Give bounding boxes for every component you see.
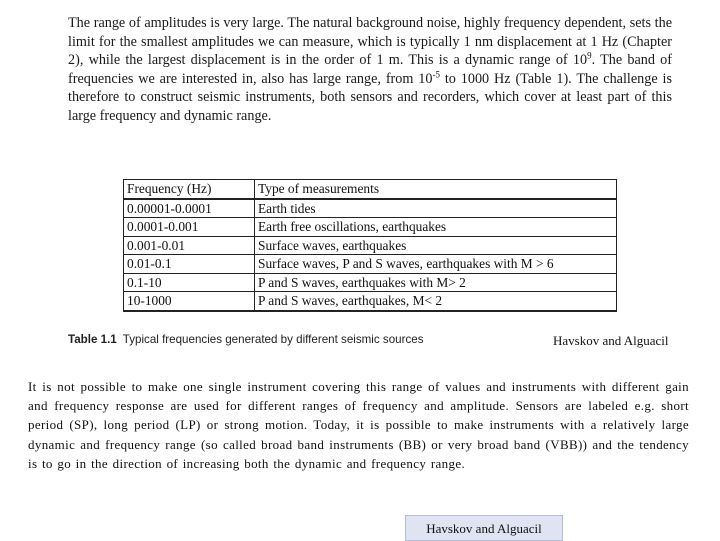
cell-measurement: P and S waves, earthquakes with M> 2 xyxy=(255,273,617,292)
table-row xyxy=(124,236,617,255)
exponent-9: 9 xyxy=(587,50,592,61)
header-frequency: Frequency (Hz) xyxy=(124,180,255,199)
intro-text-3: to 1000 Hz (Table 1). The challenge is therefore to construct seismic instruments, both sensors and recorders, which cover at least part of this large frequency and dynamic range. xyxy=(68,70,672,124)
cell-measurement: Surface waves, earthquakes xyxy=(255,236,617,255)
intro-paragraph xyxy=(68,14,672,125)
author-credit: Havskov and Alguacil xyxy=(553,333,669,348)
intro-text-1: The range of amplitudes is very large. The natural background noise, highly frequency dependent, sets the limit for the smallest amplitudes we can measure, which is typically 1 nm displacement at 1 Hz (Chapter 2), while the largest displacement is in the order of 1 m. This is a dynamic range of 10 xyxy=(68,15,672,68)
cell-frequency: 0.0001-0.001 xyxy=(124,218,255,237)
caption-text: Typical frequencies generated by different seismic sources xyxy=(122,333,424,346)
cell-frequency: 0.01-0.1 xyxy=(124,255,255,274)
cell-frequency: 0.00001-0.0001 xyxy=(124,199,255,218)
frequency-table xyxy=(123,179,617,312)
exponent-minus-5: -5 xyxy=(432,68,440,79)
intro-text-2: . The band of frequencies we are interested in, also has large range, from 10 xyxy=(68,52,673,87)
cell-measurement: P and S waves, earthquakes, M< 2 xyxy=(255,292,617,311)
cell-measurement: Surface waves, P and S waves, earthquakes with M > 6 xyxy=(255,255,617,274)
cell-frequency: 10-1000 xyxy=(124,292,255,311)
table-caption xyxy=(68,333,424,346)
body-paragraph: It is not possible to make one single instrument covering this range of values and instruments with different gain and frequency response are used for different ranges of frequency and amplitude. Sensors are labeled e.g. short period (SP), long period (LP) or strong motion. Today, it is possible to make instruments with a relatively large dynamic and frequency range (so called broad band instruments (BB) or very broad band (VBB)) and the tendency is to go in the direction of increasing both the dynamic and frequency range. xyxy=(28,379,689,471)
header-measurement-type: Type of measurements xyxy=(255,180,617,199)
caption-label: Table 1.1 xyxy=(68,333,117,346)
author-credit-box: Havskov and Alguacil xyxy=(405,515,563,541)
cell-frequency: 0.1-10 xyxy=(124,273,255,292)
table-header-row xyxy=(124,180,617,199)
table-row xyxy=(124,199,617,218)
table-row xyxy=(124,218,617,237)
cell-frequency: 0.001-0.01 xyxy=(124,236,255,255)
table-row xyxy=(124,255,617,274)
table-row xyxy=(124,273,617,292)
cell-measurement: Earth free oscillations, earthquakes xyxy=(255,218,617,237)
table-row xyxy=(124,292,617,311)
cell-measurement: Earth tides xyxy=(255,199,617,218)
